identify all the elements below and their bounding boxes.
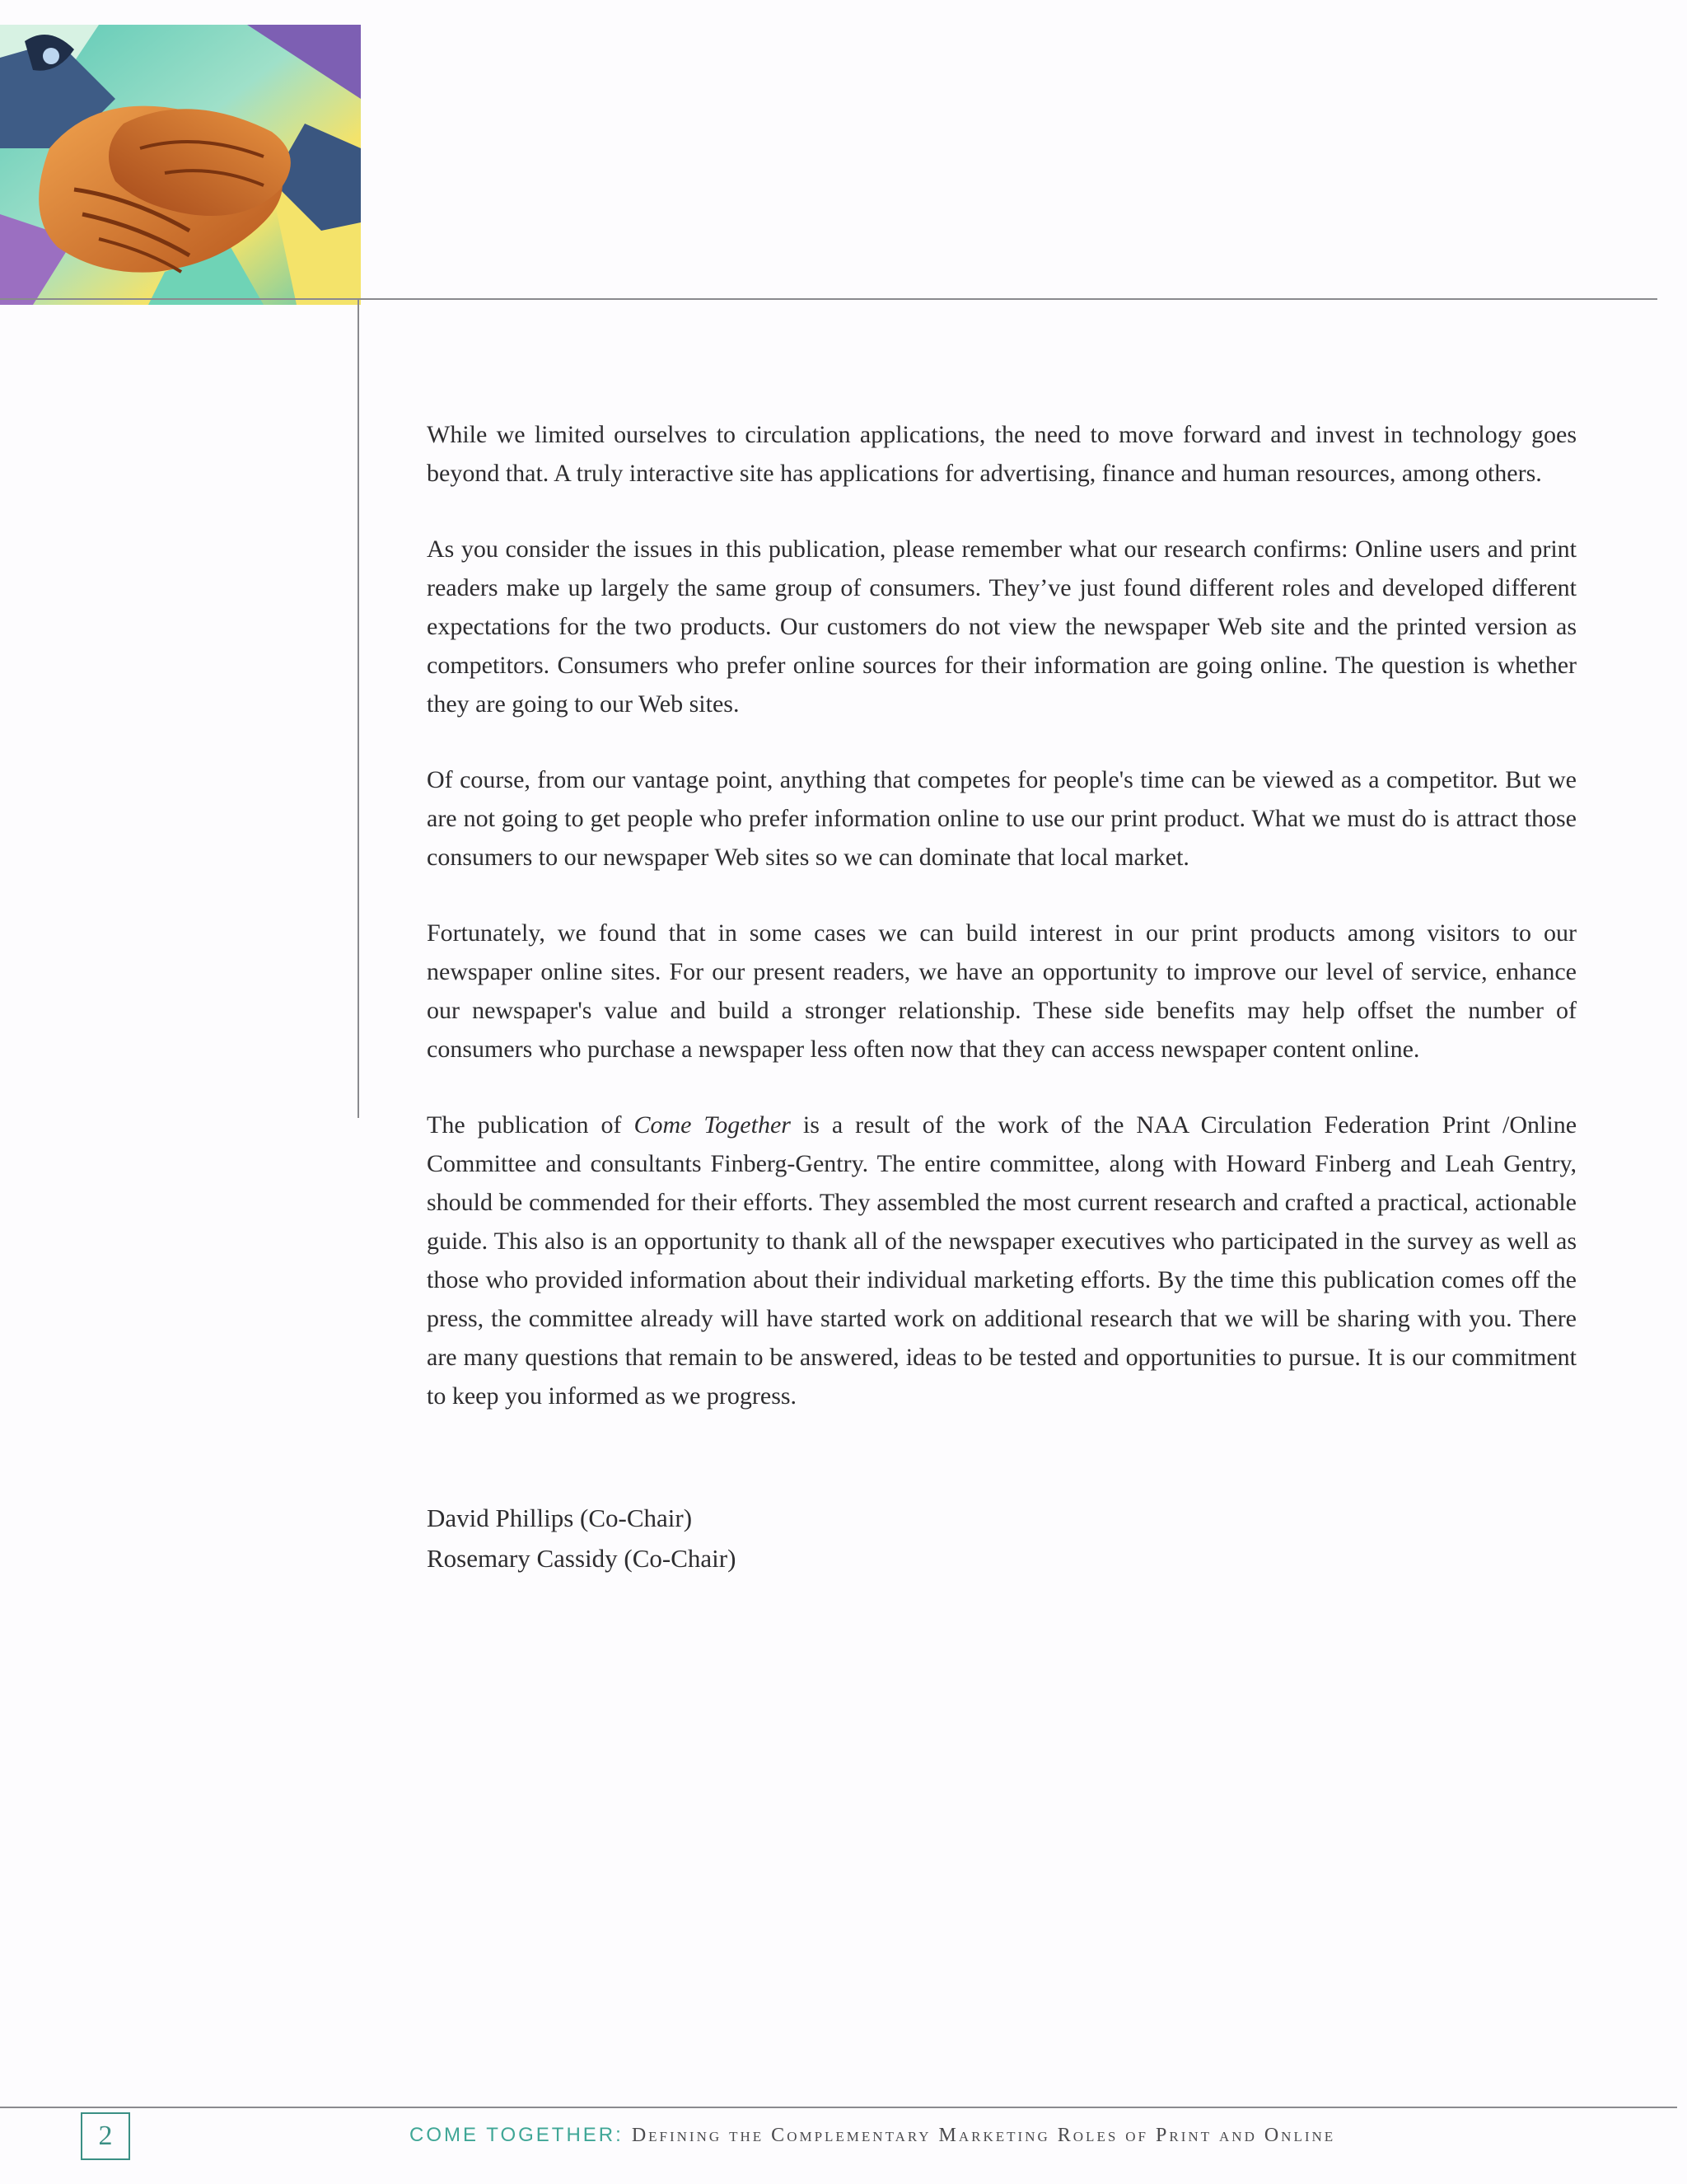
- handshake-icon: [0, 25, 361, 305]
- vertical-rule: [357, 298, 359, 1118]
- paragraph: As you consider the issues in this publication, please remember what our research confirms: Online users and print readers make up largely the same group of consumers. They’ve just found different roles and developed different expectations for the two products. Our customers do not view the newspaper Web site and the printed version as competitors. Consumers who prefer online sources for their information are going online. The question is whether they are going to our Web sites.: [427, 535, 1577, 718]
- signature-block: [427, 1498, 1577, 1578]
- top-rule: [0, 298, 1657, 300]
- signature-co-chair-2: Rosemary Cassidy (Co-Chair): [427, 1544, 736, 1573]
- signature-co-chair-1: David Phillips (Co-Chair): [427, 1504, 693, 1532]
- paragraph: Fortunately, we found that in some cases we can build interest in our print products among visitors to our newspaper online sites. For our present readers, we have an opportunity to improve our level of service, enhance our newspaper's value and build a stronger relationship. These side benefits may help offset the number of consumers who purchase a newspaper less often now that they can access newspaper content online.: [427, 919, 1577, 1063]
- publication-title: Come Together: [633, 1111, 791, 1139]
- paragraph-text: is a result of the work of the NAA Circulation Federation Print /Online Committee and consultants Finberg-Gentry. The entire committee, along with Howard Finberg and Leah Gentry, should be commended for their efforts. They assembled the most current research and crafted a practical, actionable guide. This also is an opportunity to thank all of the newspaper executives who participated in the survey as well as those who provided information about their individual marketing efforts. By the time this publication comes off the press, the committee already will have started work on additional research that we will be sharing with you. There are many questions that remain to be answered, ideas to be tested and opportunities to pursue. It is our commitment to keep you informed as we progress.: [427, 1111, 1577, 1410]
- paragraph: While we limited ourselves to circulation applications, the need to move forward and invest in technology goes beyond that. A truly interactive site has applications for advertising, finance and human resources, among others.: [427, 421, 1577, 487]
- running-footer: [409, 2124, 1645, 2147]
- letter-body: [427, 415, 1577, 1578]
- paragraph-text: The publication of: [427, 1111, 634, 1139]
- footer-subtitle: Defining the Complementary Marketing Roles of Print and Online: [631, 2125, 1336, 2146]
- paragraph: Of course, from our vantage point, anything that competes for people's time can be viewed as a competitor. But we are not going to get people who prefer information online to use our print product. What we must do is attract those consumers to our newspaper Web sites so we can dominate that local market.: [427, 766, 1577, 871]
- handshake-illustration: [0, 25, 361, 305]
- footer-rule: [0, 2107, 1677, 2108]
- footer-brand: COME TOGETHER:: [409, 2124, 624, 2146]
- paragraph-publication: [427, 1106, 1577, 1415]
- page-number: 2: [81, 2112, 130, 2160]
